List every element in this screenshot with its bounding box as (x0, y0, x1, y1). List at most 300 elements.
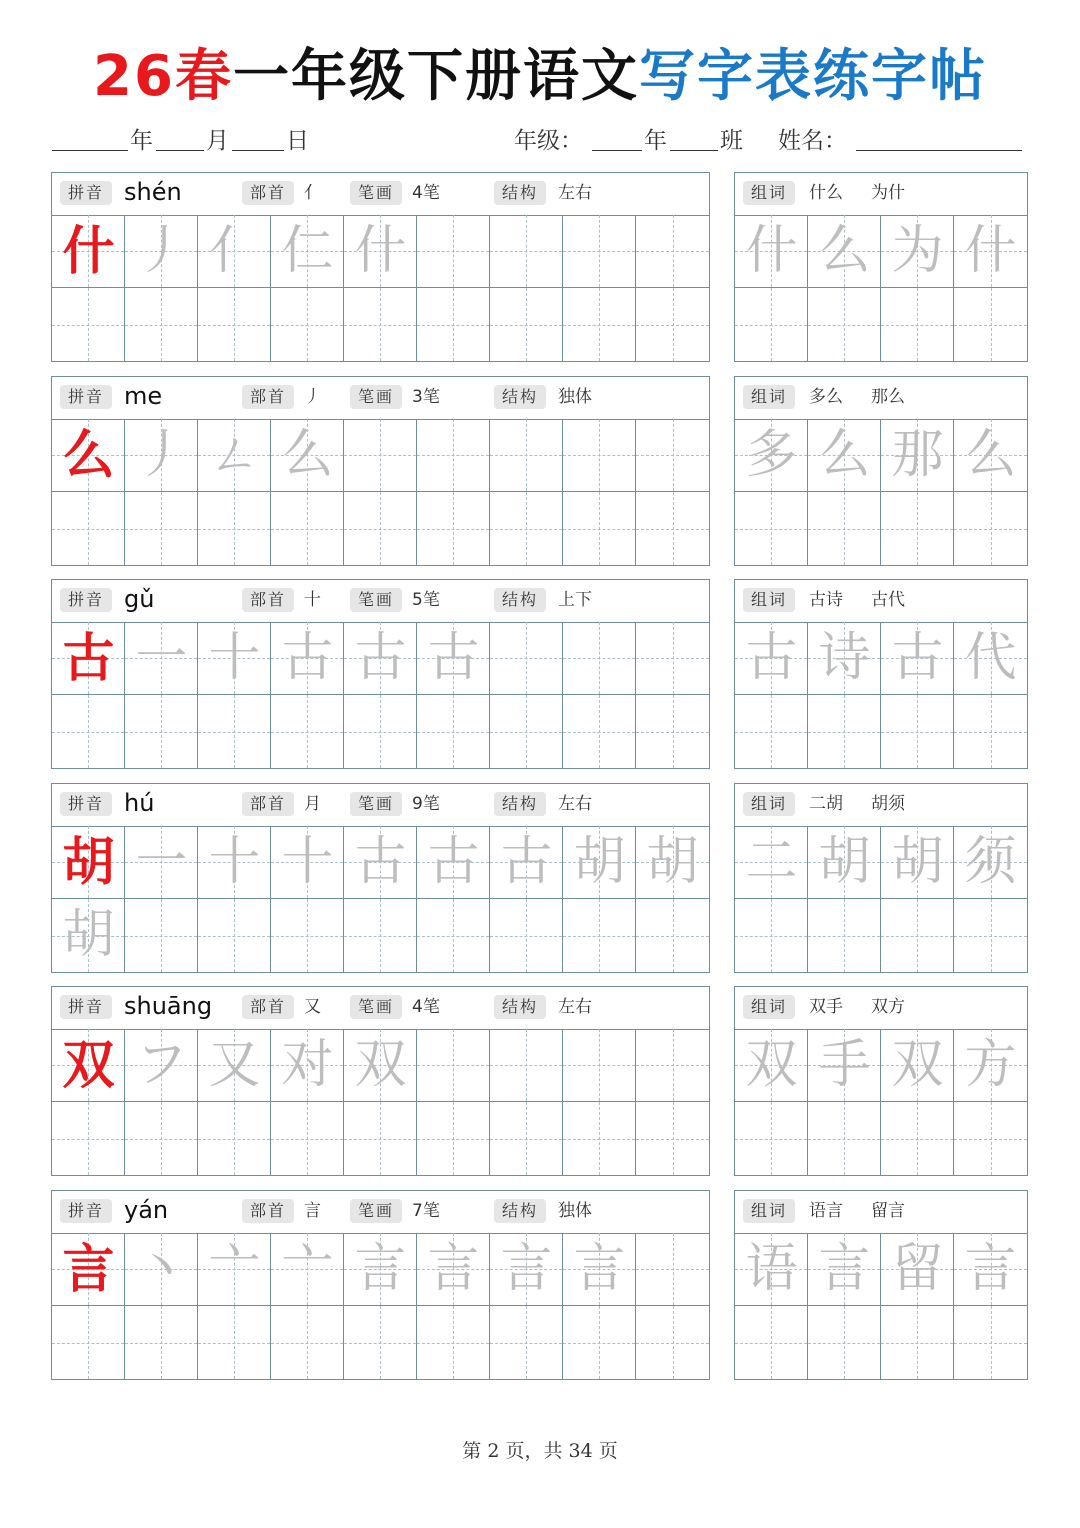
stroke-order-char: 言 (573, 1239, 626, 1299)
word-trace-char: 双 (891, 1035, 944, 1095)
writing-cell[interactable] (808, 1102, 881, 1175)
word-1: 语言 (809, 1201, 843, 1221)
writing-cell[interactable] (344, 288, 417, 361)
writing-cell[interactable] (735, 1306, 808, 1379)
writing-cell[interactable] (125, 622, 198, 695)
writing-cell[interactable] (344, 492, 417, 565)
writing-cell[interactable] (490, 826, 563, 899)
writing-cell[interactable] (271, 695, 344, 768)
writing-cell[interactable] (125, 1306, 198, 1379)
words-label: 组词 (743, 792, 795, 816)
writing-cell[interactable] (198, 215, 271, 288)
writing-cell[interactable] (954, 826, 1027, 899)
word-trace-char: 什 (745, 221, 798, 281)
structure-label: 结构 (494, 995, 546, 1019)
practice-panel (51, 376, 710, 566)
char-info-header (52, 987, 709, 1030)
writing-cell[interactable] (954, 695, 1027, 768)
writing-cell[interactable] (954, 1029, 1027, 1102)
writing-cell[interactable] (563, 1102, 636, 1175)
writing-cell[interactable] (490, 1029, 563, 1102)
word-trace-char: 胡 (891, 832, 944, 892)
writing-cell[interactable] (198, 695, 271, 768)
writing-cell[interactable] (125, 1029, 198, 1102)
writing-cell[interactable] (563, 215, 636, 288)
writing-cell[interactable] (52, 899, 125, 972)
writing-cell[interactable] (735, 492, 808, 565)
writing-cell[interactable] (808, 492, 881, 565)
stroke-order-char: 言 (354, 1239, 407, 1299)
radical-label: 部首 (242, 385, 294, 409)
writing-cell[interactable] (735, 695, 808, 768)
stroke-order-char: 十 (208, 832, 261, 892)
words-header (735, 173, 1027, 216)
writing-cell[interactable] (808, 622, 881, 695)
model-char: 古 (62, 628, 115, 689)
writing-cell[interactable] (344, 1306, 417, 1379)
writing-cell[interactable] (52, 622, 125, 695)
stroke-order-char: 古 (427, 832, 480, 892)
writing-cell[interactable] (52, 1029, 125, 1102)
writing-cell[interactable] (198, 899, 271, 972)
word-trace-char: 代 (964, 628, 1017, 688)
word-trace-char: 语 (745, 1239, 798, 1299)
word-1: 什么 (809, 183, 843, 203)
structure-label: 结构 (494, 792, 546, 816)
writing-cell[interactable] (735, 288, 808, 361)
writing-cell[interactable] (125, 288, 198, 361)
page-title (0, 32, 1080, 112)
info-line (52, 118, 1024, 154)
pinyin-label: 拼音 (60, 181, 112, 205)
writing-cell[interactable] (881, 419, 954, 492)
page-footer: 第 2 页，共 34 页 (462, 1440, 618, 1462)
writing-cell[interactable] (490, 288, 563, 361)
words-header (735, 987, 1027, 1030)
writing-cell[interactable] (125, 1233, 198, 1306)
writing-cell[interactable] (563, 1306, 636, 1379)
writing-cell[interactable] (271, 622, 344, 695)
writing-cell[interactable] (417, 622, 490, 695)
writing-cell[interactable] (735, 1102, 808, 1175)
writing-cell[interactable] (344, 1102, 417, 1175)
writing-cell[interactable] (417, 215, 490, 288)
writing-cell[interactable] (563, 826, 636, 899)
model-char: 双 (62, 1035, 115, 1096)
writing-cell[interactable] (490, 695, 563, 768)
practice-panel (51, 172, 710, 362)
writing-cell[interactable] (636, 1306, 709, 1379)
pinyin-label: 拼音 (60, 588, 112, 612)
writing-cell[interactable] (52, 215, 125, 288)
writing-cell[interactable] (52, 419, 125, 492)
word-2: 留言 (871, 1201, 905, 1221)
word-2: 那么 (871, 387, 905, 407)
pinyin-value: me (124, 382, 163, 410)
writing-cell[interactable] (271, 1102, 344, 1175)
radical-value: 丿 (304, 387, 321, 407)
stroke-order-char: フ (135, 1035, 188, 1095)
model-char: 什 (62, 221, 115, 282)
writing-cell[interactable] (636, 288, 709, 361)
writing-cell[interactable] (125, 1102, 198, 1175)
strokes-value: 7笔 (412, 1201, 440, 1221)
words-label: 组词 (743, 385, 795, 409)
grade-year-label: 年 (644, 128, 667, 154)
words-panel (734, 986, 1028, 1176)
word-2: 双方 (871, 997, 905, 1017)
strokes-value: 3笔 (412, 387, 440, 407)
stroke-order-char: 亠 (281, 1239, 334, 1299)
writing-cell[interactable] (52, 695, 125, 768)
writing-cell[interactable] (563, 288, 636, 361)
writing-cell[interactable] (271, 1233, 344, 1306)
writing-cell[interactable] (198, 419, 271, 492)
writing-cell[interactable] (954, 419, 1027, 492)
writing-cell[interactable] (954, 1233, 1027, 1306)
writing-cell[interactable] (881, 622, 954, 695)
stroke-order-char: 古 (354, 832, 407, 892)
word-1: 多么 (809, 387, 843, 407)
writing-cell[interactable] (636, 1029, 709, 1102)
writing-cell[interactable] (344, 419, 417, 492)
writing-cell[interactable] (954, 1102, 1027, 1175)
stroke-order-char: 对 (281, 1035, 334, 1095)
writing-cell[interactable] (344, 695, 417, 768)
stroke-order-char: 又 (208, 1035, 261, 1095)
writing-cell[interactable] (271, 288, 344, 361)
writing-cell[interactable] (808, 899, 881, 972)
word-trace-char: 么 (818, 221, 871, 281)
title-middle: 一年级下册语文 (232, 44, 639, 109)
strokes-label: 笔画 (350, 792, 402, 816)
writing-cell[interactable] (636, 899, 709, 972)
structure-label: 结构 (494, 588, 546, 612)
writing-cell[interactable] (490, 1102, 563, 1175)
practice-panel (51, 579, 710, 769)
pinyin-label: 拼音 (60, 792, 112, 816)
radical-value: 又 (304, 997, 321, 1017)
stroke-order-char: 十 (281, 832, 334, 892)
word-trace-char: 手 (818, 1035, 871, 1095)
word-1: 双手 (809, 997, 843, 1017)
writing-cell[interactable] (198, 622, 271, 695)
writing-cell[interactable] (271, 826, 344, 899)
strokes-value: 5笔 (412, 590, 440, 610)
writing-cell[interactable] (198, 1029, 271, 1102)
word-trace-char: 什 (964, 221, 1017, 281)
radical-label: 部首 (242, 792, 294, 816)
pinyin-label: 拼音 (60, 1199, 112, 1223)
writing-cell[interactable] (563, 622, 636, 695)
stroke-order-char: 丿 (135, 221, 188, 281)
strokes-value: 9笔 (412, 794, 440, 814)
writing-cell[interactable] (198, 1233, 271, 1306)
writing-cell[interactable] (881, 695, 954, 768)
writing-cell[interactable] (881, 1306, 954, 1379)
word-2: 为什 (871, 183, 905, 203)
radical-value: 亻 (304, 183, 321, 203)
writing-cell[interactable] (490, 622, 563, 695)
word-trace-char: 言 (964, 1239, 1017, 1299)
word-trace-char: 留 (891, 1239, 944, 1299)
writing-cell[interactable] (808, 1306, 881, 1379)
writing-cell[interactable] (954, 288, 1027, 361)
writing-cell[interactable] (808, 1233, 881, 1306)
practice-panel (51, 986, 710, 1176)
stroke-order-char: 胡 (62, 905, 115, 965)
words-panel (734, 579, 1028, 769)
writing-cell[interactable] (563, 1233, 636, 1306)
stroke-order-char: 古 (427, 628, 480, 688)
writing-cell[interactable] (636, 492, 709, 565)
writing-cell[interactable] (881, 492, 954, 565)
writing-cell[interactable] (636, 826, 709, 899)
writing-cell[interactable] (417, 1306, 490, 1379)
structure-value: 左右 (558, 997, 592, 1017)
writing-cell[interactable] (735, 622, 808, 695)
writing-cell[interactable] (417, 1102, 490, 1175)
structure-value: 独体 (558, 387, 592, 407)
writing-cell[interactable] (52, 1233, 125, 1306)
radical-label: 部首 (242, 1199, 294, 1223)
writing-cell[interactable] (125, 492, 198, 565)
word-2: 古代 (871, 590, 905, 610)
writing-cell[interactable] (954, 215, 1027, 288)
day-field[interactable] (232, 150, 284, 151)
model-char: 么 (62, 425, 115, 486)
char-info-header (52, 377, 709, 420)
writing-cell[interactable] (881, 899, 954, 972)
word-trace-char: 言 (818, 1239, 871, 1299)
word-trace-char: 胡 (818, 832, 871, 892)
stroke-order-char: 什 (354, 221, 407, 281)
writing-cell[interactable] (198, 288, 271, 361)
writing-cell[interactable] (808, 826, 881, 899)
structure-value: 上下 (558, 590, 592, 610)
stroke-order-char: 言 (500, 1239, 553, 1299)
writing-cell[interactable] (417, 288, 490, 361)
writing-cell[interactable] (881, 1233, 954, 1306)
writing-cell[interactable] (125, 419, 198, 492)
pinyin-value: yán (124, 1196, 169, 1224)
writing-cell[interactable] (125, 826, 198, 899)
writing-cell[interactable] (344, 899, 417, 972)
strokes-label: 笔画 (350, 995, 402, 1019)
writing-cell[interactable] (52, 826, 125, 899)
strokes-label: 笔画 (350, 588, 402, 612)
word-2: 胡须 (871, 794, 905, 814)
writing-cell[interactable] (954, 492, 1027, 565)
writing-cell[interactable] (417, 899, 490, 972)
writing-cell[interactable] (417, 1233, 490, 1306)
char-info-header (52, 1191, 709, 1234)
stroke-order-char: 古 (354, 628, 407, 688)
writing-cell[interactable] (417, 826, 490, 899)
writing-cell[interactable] (490, 419, 563, 492)
words-panel (734, 1190, 1028, 1380)
writing-cell[interactable] (417, 492, 490, 565)
grade-field[interactable] (592, 150, 642, 151)
writing-cell[interactable] (735, 1233, 808, 1306)
writing-cell[interactable] (344, 1233, 417, 1306)
writing-cell[interactable] (636, 695, 709, 768)
pinyin-value: shuāng (124, 992, 213, 1020)
writing-cell[interactable] (271, 215, 344, 288)
writing-cell[interactable] (125, 695, 198, 768)
writing-cell[interactable] (735, 899, 808, 972)
stroke-order-char: 双 (354, 1035, 407, 1095)
writing-cell[interactable] (125, 899, 198, 972)
name-label: 姓名： (778, 128, 847, 154)
class-field[interactable] (670, 150, 718, 151)
writing-cell[interactable] (271, 899, 344, 972)
name-field[interactable] (856, 150, 1022, 151)
writing-cell[interactable] (881, 1102, 954, 1175)
word-trace-char: 么 (818, 425, 871, 485)
writing-cell[interactable] (881, 1029, 954, 1102)
word-trace-char: 为 (891, 221, 944, 281)
writing-cell[interactable] (52, 1102, 125, 1175)
pinyin-value: shén (124, 178, 182, 206)
writing-cell[interactable] (490, 1233, 563, 1306)
words-label: 组词 (743, 588, 795, 612)
writing-cell[interactable] (563, 1029, 636, 1102)
writing-cell[interactable] (198, 1102, 271, 1175)
radical-value: 言 (304, 1201, 321, 1221)
writing-cell[interactable] (636, 1233, 709, 1306)
writing-cell[interactable] (417, 695, 490, 768)
pinyin-label: 拼音 (60, 995, 112, 1019)
words-panel (734, 172, 1028, 362)
writing-cell[interactable] (52, 492, 125, 565)
writing-cell[interactable] (808, 695, 881, 768)
stroke-order-char: 一 (135, 628, 188, 688)
writing-cell[interactable] (271, 419, 344, 492)
word-1: 古诗 (809, 590, 843, 610)
structure-label: 结构 (494, 385, 546, 409)
writing-cell[interactable] (735, 215, 808, 288)
writing-cell[interactable] (344, 622, 417, 695)
writing-cell[interactable] (198, 1306, 271, 1379)
writing-cell[interactable] (344, 1029, 417, 1102)
writing-cell[interactable] (735, 826, 808, 899)
words-panel (734, 783, 1028, 973)
writing-cell[interactable] (636, 419, 709, 492)
pinyin-value: gǔ (124, 585, 155, 613)
writing-cell[interactable] (808, 215, 881, 288)
writing-cell[interactable] (271, 492, 344, 565)
stroke-order-char: 一 (135, 832, 188, 892)
structure-value: 左右 (558, 183, 592, 203)
writing-cell[interactable] (271, 1029, 344, 1102)
word-trace-char: 多 (745, 425, 798, 485)
stroke-order-char: 十 (208, 628, 261, 688)
model-char: 胡 (62, 832, 115, 893)
writing-cell[interactable] (52, 1306, 125, 1379)
writing-cell[interactable] (198, 826, 271, 899)
writing-cell[interactable] (563, 899, 636, 972)
word-trace-char: 须 (964, 832, 1017, 892)
strokes-value: 4笔 (412, 183, 440, 203)
writing-cell[interactable] (344, 215, 417, 288)
stroke-order-char: 古 (500, 832, 553, 892)
practice-panel (51, 1190, 710, 1380)
practice-panel (51, 783, 710, 973)
structure-label: 结构 (494, 1199, 546, 1223)
char-info-header (52, 784, 709, 827)
writing-cell[interactable] (808, 419, 881, 492)
writing-cell[interactable] (563, 492, 636, 565)
writing-cell[interactable] (881, 826, 954, 899)
writing-cell[interactable] (417, 419, 490, 492)
stroke-order-char: 胡 (573, 832, 626, 892)
month-field[interactable] (156, 150, 204, 151)
radical-label: 部首 (242, 588, 294, 612)
writing-cell[interactable] (271, 1306, 344, 1379)
writing-cell[interactable] (954, 1306, 1027, 1379)
radical-label: 部首 (242, 995, 294, 1019)
writing-cell[interactable] (636, 1102, 709, 1175)
writing-cell[interactable] (636, 215, 709, 288)
strokes-value: 4笔 (412, 997, 440, 1017)
writing-cell[interactable] (881, 288, 954, 361)
word-trace-char: 二 (745, 832, 798, 892)
writing-cell[interactable] (198, 492, 271, 565)
writing-cell[interactable] (954, 622, 1027, 695)
year-field[interactable] (52, 150, 128, 151)
writing-cell[interactable] (344, 826, 417, 899)
writing-cell[interactable] (808, 288, 881, 361)
strokes-label: 笔画 (350, 385, 402, 409)
writing-cell[interactable] (490, 215, 563, 288)
writing-cell[interactable] (735, 1029, 808, 1102)
month-label: 月 (206, 128, 229, 154)
stroke-order-char: 古 (281, 628, 334, 688)
model-char: 言 (62, 1239, 115, 1300)
writing-cell[interactable] (808, 1029, 881, 1102)
writing-cell[interactable] (954, 899, 1027, 972)
writing-cell[interactable] (52, 288, 125, 361)
radical-label: 部首 (242, 181, 294, 205)
grade-label: 年级： (514, 128, 583, 154)
class-label: 班 (720, 128, 743, 154)
writing-cell[interactable] (735, 419, 808, 492)
writing-cell[interactable] (417, 1029, 490, 1102)
word-trace-char: 方 (964, 1035, 1017, 1095)
word-trace-char: 双 (745, 1035, 798, 1095)
structure-label: 结构 (494, 181, 546, 205)
writing-cell[interactable] (490, 899, 563, 972)
title-suffix: 写字表练字帖 (638, 44, 987, 109)
writing-cell[interactable] (563, 695, 636, 768)
writing-cell[interactable] (636, 622, 709, 695)
stroke-order-char: 么 (281, 425, 334, 485)
writing-cell[interactable] (490, 492, 563, 565)
writing-cell[interactable] (881, 215, 954, 288)
writing-cell[interactable] (125, 215, 198, 288)
writing-cell[interactable] (563, 419, 636, 492)
stroke-order-char: 亻 (208, 221, 261, 281)
radical-value: 十 (304, 590, 321, 610)
stroke-order-char: 丶 (135, 1239, 188, 1299)
word-trace-char: 么 (964, 425, 1017, 485)
words-panel (734, 376, 1028, 566)
stroke-order-char: 亠 (208, 1239, 261, 1299)
word-trace-char: 古 (745, 628, 798, 688)
pinyin-label: 拼音 (60, 385, 112, 409)
writing-cell[interactable] (490, 1306, 563, 1379)
